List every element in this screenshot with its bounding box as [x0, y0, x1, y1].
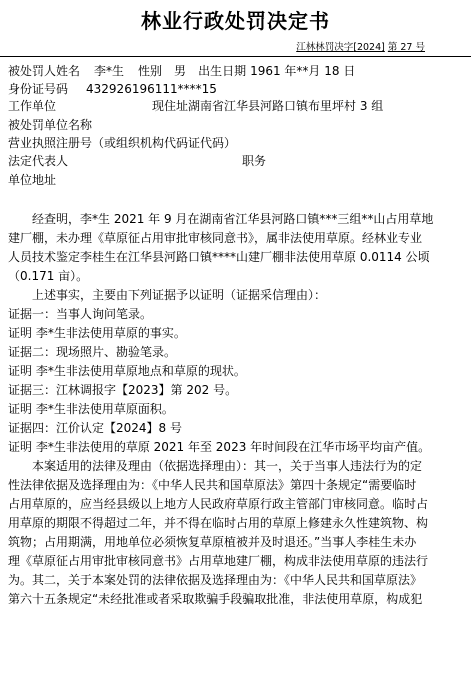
gender-label: 性别 — [138, 64, 163, 78]
body-line: 本案适用的法律及理由（依据选择理由）：其一，关于当事人违法行为的定 — [32, 459, 423, 473]
body-line: （0.171 亩）。 — [8, 269, 89, 283]
position-label: 职务 — [242, 154, 267, 168]
evidence-proof: 证明 李*生非法使用草原面积。 — [8, 402, 174, 416]
body-line: 理《草原征占用审批审核同意书》占用草地建厂棚，构成非法使用草原的违法行 — [8, 554, 429, 568]
id-label: 身份证号码 — [8, 82, 69, 96]
org-address-label: 单位地址 — [8, 173, 57, 187]
header-row-org-address — [8, 173, 56, 188]
body-line: 为。其二，关于本案处罚的法律依据及选择理由为：《中华人民共和国草原法》 — [8, 573, 423, 587]
evidence-item: 证据三：江林调报字【2023】第 202 号。 — [8, 383, 238, 397]
evidence-item: 证据二：现场照片、勘验笔录。 — [8, 345, 177, 359]
header-row-reg-no — [8, 136, 236, 151]
header-row-legal-rep — [8, 154, 266, 169]
name-label: 被处罚人姓名 — [8, 64, 81, 78]
header-row-workplace — [8, 99, 383, 114]
reg-no-label: 营业执照注册号（或组织机构代码证代码） — [8, 136, 237, 150]
body-line: 经查明，李*生 2021 年 9 月在湖南省江华县河路口镇***三组**山占用草地 — [32, 212, 434, 226]
document-number — [296, 42, 425, 54]
name-value: 李*生 — [94, 64, 125, 78]
evidence-proof: 证明 李*生非法使用草原地点和草原的现状。 — [8, 364, 246, 378]
header-row-id — [8, 82, 217, 97]
body-line: 占用草原的，应当经县级以上地方人民政府草原行政主管部门审核同意。临时占 — [8, 497, 429, 511]
body-line: 用草原的期限不得超过二年，并不得在临时占用的草原上修建永久性建筑物、构 — [8, 516, 429, 530]
evidence-proof: 证明 李*生非法使用草原的事实。 — [8, 326, 186, 340]
dob-value: 1961 年**月 18 日 — [250, 64, 356, 78]
doc-number-suffix: 第 27 号 — [387, 42, 425, 53]
workplace-label: 工作单位 — [8, 99, 57, 113]
dob-label: 出生日期 — [198, 64, 247, 78]
legal-rep-label: 法定代表人 — [8, 154, 69, 168]
body-line: 人员技术鉴定李桂生在江华县河路口镇****山建厂棚非法使用草原 0.0114 公顷 — [8, 250, 430, 264]
org-name-label: 被处罚单位名称 — [8, 118, 93, 132]
body-line: 建厂棚，未办理《草原征占用审批审核同意书》，属非法使用草原。经林业专业 — [8, 231, 423, 245]
id-value: 432926196111****15 — [86, 82, 217, 96]
gender-value: 男 — [174, 64, 187, 78]
body-line: 筑物；占用期满，用地单位必须恢复草原植被并及时退还。”当事人李桂生未办 — [8, 535, 417, 549]
title-divider — [0, 56, 471, 57]
evidence-item: 证据一：当事人询问笔录。 — [8, 307, 153, 321]
header-row-org-name — [8, 118, 92, 133]
body-line: 第六十五条规定“未经批准或者采取欺骗手段骗取批准，非法使用草原，构成犯 — [8, 592, 423, 606]
address-text: 现住址湖南省江华县河路口镇布里坪村 3 组 — [152, 99, 384, 113]
body-line: 上述事实，主要由下列证据予以证明（证据采信理由）： — [32, 288, 327, 302]
doc-number-year: [2024] — [353, 42, 385, 53]
header-row-name — [8, 64, 355, 79]
body-text — [8, 210, 463, 609]
doc-number-prefix: 江林林罚决字 — [296, 42, 354, 53]
evidence-item: 证据四：江价认定【2024】8 号 — [8, 421, 182, 435]
document-title: 林业行政处罚决定书 — [141, 9, 330, 33]
evidence-proof: 证明 李*生非法使用的草原 2021 年至 2023 年时间段在江华市场平均亩产值。 — [8, 440, 431, 454]
body-line: 性法律依据及选择理由为：《中华人民共和国草原法》第四十条规定“需要临时 — [8, 478, 417, 492]
